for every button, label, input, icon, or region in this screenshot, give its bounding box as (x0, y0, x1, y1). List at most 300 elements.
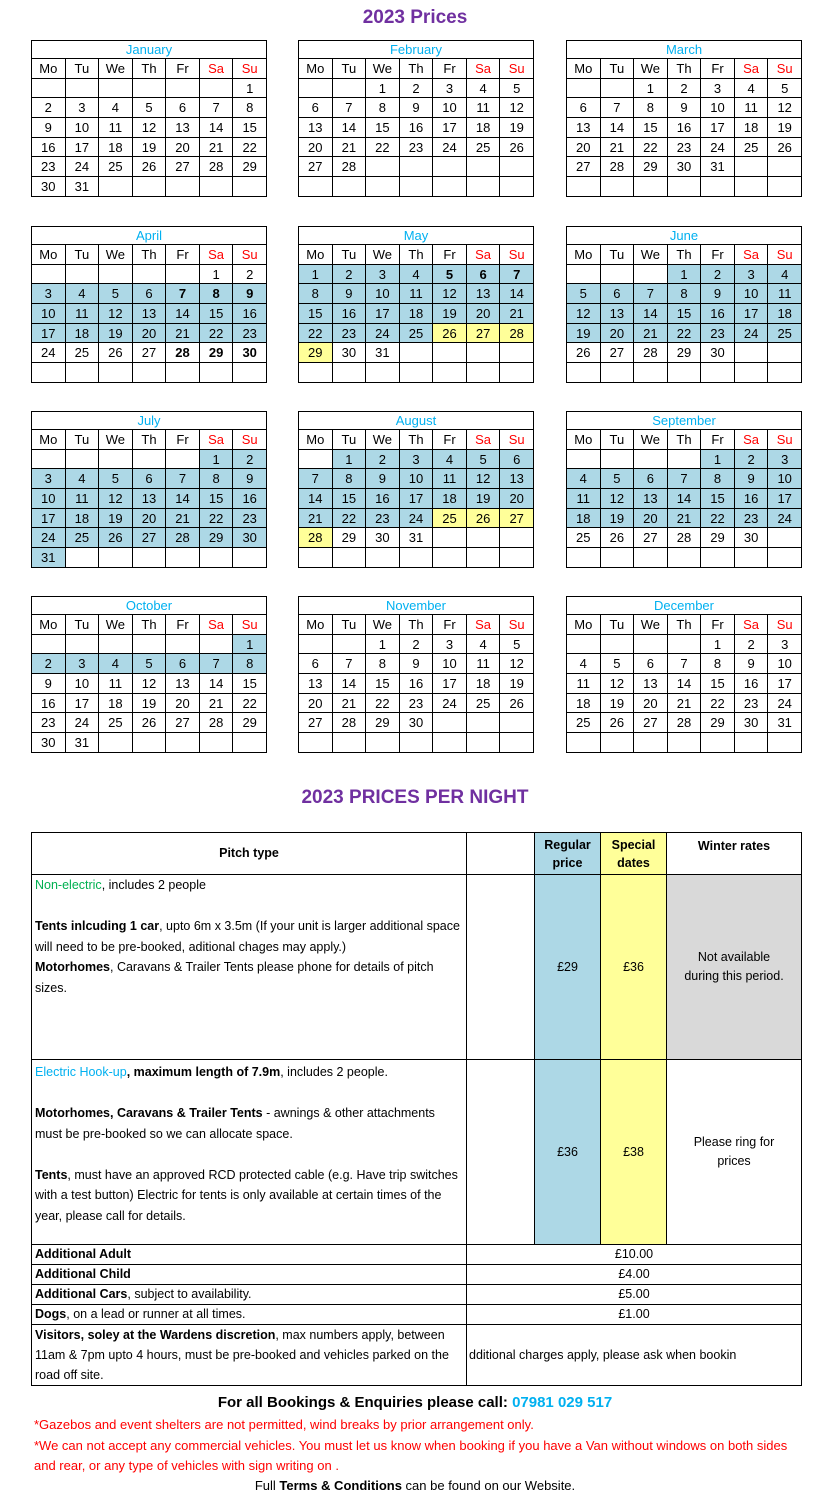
day-cell: 3 (65, 654, 99, 674)
day-cell: 18 (567, 508, 601, 528)
day-cell: 11 (399, 284, 433, 304)
empty-cell (734, 343, 768, 363)
day-cell: 9 (734, 469, 768, 489)
day-cell: 8 (233, 98, 267, 118)
empty-cell (65, 78, 99, 98)
day-cell: 8 (366, 654, 400, 674)
empty-cell (500, 177, 534, 197)
empty-cell (199, 363, 233, 383)
empty-cell (567, 177, 601, 197)
weekday-header: Mo (567, 430, 601, 450)
weekday-header: Mo (567, 615, 601, 635)
weekday-header: Fr (166, 59, 200, 79)
month-name: September (567, 412, 802, 430)
day-cell: 3 (65, 98, 99, 118)
day-cell: 31 (366, 343, 400, 363)
empty-cell (299, 449, 333, 469)
non-electric-people: , includes 2 people (101, 878, 206, 892)
empty-cell (332, 363, 366, 383)
day-cell: 26 (99, 343, 133, 363)
day-cell: 23 (734, 508, 768, 528)
empty-cell (768, 343, 802, 363)
empty-cell (233, 177, 267, 197)
empty-cell (634, 733, 668, 753)
note-gazebos: *Gazebos and event shelters are not permitted, wind breaks by prior arrangement only. (34, 1417, 534, 1432)
empty-cell (500, 363, 534, 383)
empty-cell (132, 634, 166, 654)
day-cell: 18 (99, 137, 133, 157)
empty-cell (768, 548, 802, 568)
weekday-header: Th (132, 615, 166, 635)
day-cell: 20 (567, 137, 601, 157)
day-cell: 10 (366, 284, 400, 304)
day-cell: 1 (299, 264, 333, 284)
day-cell: 29 (701, 713, 735, 733)
day-cell: 13 (299, 118, 333, 138)
empty-cell (199, 634, 233, 654)
day-cell: 25 (99, 157, 133, 177)
day-cell: 21 (500, 304, 534, 324)
month-november (298, 596, 534, 753)
visitors-price: dditional charges apply, please ask when bookin (467, 1325, 802, 1386)
day-cell: 28 (166, 528, 200, 548)
day-cell: 4 (99, 98, 133, 118)
weekday-header: Th (399, 245, 433, 265)
day-cell: 18 (734, 118, 768, 138)
weekday-header: Mo (32, 615, 66, 635)
day-cell: 2 (667, 78, 701, 98)
day-cell: 3 (32, 284, 66, 304)
day-cell: 10 (32, 304, 66, 324)
empty-cell (199, 733, 233, 753)
weekday-header: Th (399, 430, 433, 450)
empty-cell (701, 733, 735, 753)
empty-cell (634, 177, 668, 197)
weekday-header: Mo (299, 430, 333, 450)
empty-cell (99, 449, 133, 469)
month-april (31, 226, 267, 383)
empty-cell (600, 634, 634, 654)
empty-cell (399, 733, 433, 753)
additional-child-label: Additional Child (32, 1265, 467, 1285)
day-cell: 11 (567, 674, 601, 694)
empty-cell (466, 528, 500, 548)
day-cell: 25 (734, 137, 768, 157)
day-cell: 5 (567, 284, 601, 304)
day-cell: 7 (667, 654, 701, 674)
empty-cell (166, 634, 200, 654)
day-cell: 30 (399, 713, 433, 733)
empty-cell (567, 548, 601, 568)
weekday-header: Su (768, 615, 802, 635)
empty-cell (366, 157, 400, 177)
day-cell: 17 (65, 137, 99, 157)
day-cell: 14 (600, 118, 634, 138)
empty-cell (166, 264, 200, 284)
day-cell: 19 (132, 137, 166, 157)
day-cell: 2 (734, 634, 768, 654)
weekday-header: Tu (65, 430, 99, 450)
day-cell: 6 (132, 284, 166, 304)
day-cell: 1 (332, 449, 366, 469)
empty-cell (466, 363, 500, 383)
day-cell: 18 (466, 674, 500, 694)
day-cell: 6 (634, 469, 668, 489)
empty-cell (567, 264, 601, 284)
electric-regular-price: £36 (535, 1060, 601, 1245)
empty-cell (132, 733, 166, 753)
empty-cell (99, 634, 133, 654)
additional-cars-text: , subject to availability. (127, 1287, 252, 1301)
dogs-price: £1.00 (467, 1305, 802, 1325)
empty-cell (701, 548, 735, 568)
day-cell: 7 (500, 264, 534, 284)
day-cell: 7 (332, 98, 366, 118)
terms-line (0, 1478, 830, 1493)
empty-cell (466, 548, 500, 568)
non-electric-blank (467, 875, 535, 1060)
empty-cell (600, 449, 634, 469)
day-cell: 23 (32, 713, 66, 733)
weekday-header: Fr (433, 245, 467, 265)
weekday-header: We (366, 59, 400, 79)
day-cell: 3 (768, 449, 802, 469)
electric-people: , includes 2 people. (280, 1065, 388, 1079)
day-cell: 22 (701, 693, 735, 713)
day-cell: 22 (199, 323, 233, 343)
day-cell: 10 (734, 284, 768, 304)
empty-cell (99, 363, 133, 383)
day-cell: 14 (332, 674, 366, 694)
day-cell: 13 (132, 304, 166, 324)
weekday-header: Sa (734, 615, 768, 635)
weekday-header: Th (399, 59, 433, 79)
weekday-header: We (366, 430, 400, 450)
weekday-header: Fr (166, 615, 200, 635)
day-cell: 2 (233, 449, 267, 469)
day-cell: 6 (299, 98, 333, 118)
day-cell: 25 (399, 323, 433, 343)
empty-cell (466, 713, 500, 733)
weekday-header: Th (667, 430, 701, 450)
weekday-header: Su (233, 615, 267, 635)
day-cell: 10 (433, 98, 467, 118)
day-cell: 25 (65, 528, 99, 548)
day-cell: 19 (500, 118, 534, 138)
day-cell: 20 (132, 508, 166, 528)
day-cell: 26 (768, 137, 802, 157)
weekday-header: Mo (32, 245, 66, 265)
day-cell: 16 (32, 693, 66, 713)
day-cell: 26 (567, 343, 601, 363)
weekday-header: Fr (433, 430, 467, 450)
day-cell: 13 (634, 674, 668, 694)
day-cell: 6 (299, 654, 333, 674)
month-june (566, 226, 802, 383)
day-cell: 1 (634, 78, 668, 98)
row-electric (32, 1060, 802, 1245)
day-cell: 20 (166, 693, 200, 713)
day-cell: 14 (199, 674, 233, 694)
day-cell: 18 (65, 323, 99, 343)
day-cell: 30 (701, 343, 735, 363)
day-cell: 19 (132, 693, 166, 713)
day-cell: 22 (634, 137, 668, 157)
day-cell: 16 (701, 304, 735, 324)
day-cell: 24 (433, 137, 467, 157)
weekday-header: Sa (466, 615, 500, 635)
empty-cell (667, 634, 701, 654)
prices-title: 2023 PRICES PER NIGHT (301, 787, 529, 808)
empty-cell (466, 177, 500, 197)
day-cell: 17 (433, 118, 467, 138)
day-cell: 29 (667, 343, 701, 363)
day-cell: 5 (433, 264, 467, 284)
day-cell: 20 (466, 304, 500, 324)
day-cell: 23 (734, 693, 768, 713)
empty-cell (466, 157, 500, 177)
month-name: July (32, 412, 267, 430)
empty-cell (634, 449, 668, 469)
day-cell: 21 (199, 137, 233, 157)
day-cell: 14 (199, 118, 233, 138)
day-cell: 27 (600, 343, 634, 363)
day-cell: 29 (233, 157, 267, 177)
day-cell: 17 (768, 489, 802, 509)
motorhomes-text: , Caravans & Trailer Tents please phone for details of pitch sizes. (35, 960, 434, 995)
weekday-header: Sa (199, 59, 233, 79)
day-cell: 8 (299, 284, 333, 304)
weekday-header: Mo (299, 59, 333, 79)
weekday-header: Su (233, 59, 267, 79)
day-cell: 8 (634, 98, 668, 118)
day-cell: 4 (734, 78, 768, 98)
non-electric-regular-price: £29 (535, 875, 601, 1060)
day-cell: 22 (299, 323, 333, 343)
day-cell: 21 (299, 508, 333, 528)
weekday-header: Su (500, 615, 534, 635)
day-cell: 30 (233, 343, 267, 363)
empty-cell (600, 548, 634, 568)
day-cell: 4 (567, 654, 601, 674)
electric-blank (467, 1060, 535, 1245)
day-cell: 17 (399, 489, 433, 509)
empty-cell (299, 363, 333, 383)
empty-cell (567, 363, 601, 383)
phone-number[interactable]: 07981 029 517 (512, 1394, 613, 1411)
empty-cell (734, 177, 768, 197)
empty-cell (433, 343, 467, 363)
empty-cell (166, 548, 200, 568)
empty-cell (768, 363, 802, 383)
day-cell: 26 (132, 713, 166, 733)
weekday-header: Tu (600, 245, 634, 265)
day-cell: 23 (366, 508, 400, 528)
day-cell: 31 (399, 528, 433, 548)
booking-line (0, 1394, 830, 1411)
day-cell: 3 (433, 634, 467, 654)
day-cell: 15 (701, 674, 735, 694)
day-cell: 10 (65, 118, 99, 138)
month-january (31, 40, 267, 197)
tents-label: Tents inlcuding 1 car (35, 919, 160, 933)
day-cell: 11 (99, 674, 133, 694)
day-cell: 13 (132, 489, 166, 509)
empty-cell (734, 157, 768, 177)
day-cell: 27 (299, 713, 333, 733)
weekday-header: Th (399, 615, 433, 635)
day-cell: 25 (99, 713, 133, 733)
day-cell: 26 (600, 713, 634, 733)
empty-cell (701, 363, 735, 383)
day-cell: 23 (399, 693, 433, 713)
empty-cell (132, 264, 166, 284)
electric-tents-text: , must have an approved RCD protected cable (e.g. Have trip switches with a test button) Electric for tents is only available at certain times of the year, please call for details. (35, 1167, 458, 1223)
empty-cell (132, 449, 166, 469)
day-cell: 14 (166, 489, 200, 509)
day-cell: 17 (32, 323, 66, 343)
day-cell: 17 (433, 674, 467, 694)
weekday-header: We (99, 245, 133, 265)
day-cell: 6 (600, 284, 634, 304)
empty-cell (132, 363, 166, 383)
day-cell: 24 (734, 323, 768, 343)
day-cell: 24 (366, 323, 400, 343)
day-cell: 22 (233, 693, 267, 713)
day-cell: 22 (667, 323, 701, 343)
note-commercial-vehicles: *We can not accept any commercial vehicles. You must let us know when booking if you have a Van without windows on both sides and rear, or any type of vehicles with sign writing on . (34, 1438, 788, 1473)
day-cell: 20 (166, 137, 200, 157)
day-cell: 12 (132, 118, 166, 138)
visitors-description (32, 1325, 467, 1386)
weekday-header: Th (667, 245, 701, 265)
day-cell: 17 (734, 304, 768, 324)
day-cell: 29 (233, 713, 267, 733)
terms-prefix: Full (254, 1478, 280, 1493)
day-cell: 30 (366, 528, 400, 548)
weekday-header: Tu (65, 615, 99, 635)
empty-cell (734, 548, 768, 568)
weekday-header: Su (233, 245, 267, 265)
weekday-header: We (99, 615, 133, 635)
empty-cell (166, 78, 200, 98)
weekday-header: Fr (701, 615, 735, 635)
day-cell: 14 (500, 284, 534, 304)
day-cell: 19 (500, 674, 534, 694)
day-cell: 5 (99, 284, 133, 304)
day-cell: 12 (600, 489, 634, 509)
weekday-header: Tu (332, 430, 366, 450)
day-cell: 10 (768, 654, 802, 674)
empty-cell (500, 548, 534, 568)
day-cell: 16 (32, 137, 66, 157)
day-cell: 9 (32, 674, 66, 694)
weekday-header: Mo (299, 615, 333, 635)
day-cell: 26 (433, 323, 467, 343)
day-cell: 29 (701, 528, 735, 548)
non-electric-label: Non-electric (35, 878, 102, 892)
weekday-header: Fr (166, 245, 200, 265)
empty-cell (734, 733, 768, 753)
empty-cell (433, 713, 467, 733)
weekday-header: Fr (433, 615, 467, 635)
weekday-header: Th (132, 245, 166, 265)
empty-cell (65, 264, 99, 284)
day-cell: 27 (299, 157, 333, 177)
day-cell: 7 (600, 98, 634, 118)
day-cell: 11 (466, 654, 500, 674)
weekday-header: Sa (199, 430, 233, 450)
day-cell: 4 (466, 634, 500, 654)
empty-cell (399, 548, 433, 568)
empty-cell (332, 78, 366, 98)
header-blank (467, 833, 535, 875)
empty-cell (667, 548, 701, 568)
day-cell: 13 (567, 118, 601, 138)
day-cell: 2 (332, 264, 366, 284)
day-cell: 16 (734, 489, 768, 509)
day-cell: 7 (166, 469, 200, 489)
empty-cell (567, 78, 601, 98)
terms-link[interactable]: Terms & Conditions (279, 1478, 402, 1493)
day-cell: 8 (233, 654, 267, 674)
month-name: December (567, 597, 802, 615)
day-cell: 15 (667, 304, 701, 324)
day-cell: 20 (132, 323, 166, 343)
day-cell: 15 (233, 118, 267, 138)
day-cell: 24 (768, 508, 802, 528)
day-cell: 20 (299, 137, 333, 157)
day-cell: 8 (199, 284, 233, 304)
day-cell: 20 (634, 508, 668, 528)
empty-cell (233, 733, 267, 753)
day-cell: 17 (65, 693, 99, 713)
weekday-header: Tu (600, 615, 634, 635)
day-cell: 8 (667, 284, 701, 304)
additional-cars-description (32, 1285, 467, 1305)
empty-cell (199, 548, 233, 568)
day-cell: 14 (166, 304, 200, 324)
empty-cell (466, 733, 500, 753)
day-cell: 23 (32, 157, 66, 177)
empty-cell (65, 548, 99, 568)
weekday-header: We (366, 615, 400, 635)
day-cell: 24 (433, 693, 467, 713)
day-cell: 20 (299, 693, 333, 713)
empty-cell (99, 733, 133, 753)
day-cell: 24 (701, 137, 735, 157)
month-august (298, 411, 534, 568)
electric-winter: Please ring for prices (667, 1060, 802, 1245)
day-cell: 30 (32, 177, 66, 197)
day-cell: 5 (132, 654, 166, 674)
row-additional-cars (32, 1285, 802, 1305)
day-cell: 1 (199, 449, 233, 469)
day-cell: 27 (567, 157, 601, 177)
weekday-header: Su (768, 430, 802, 450)
day-cell: 29 (366, 713, 400, 733)
empty-cell (233, 548, 267, 568)
day-cell: 27 (634, 713, 668, 733)
empty-cell (768, 177, 802, 197)
day-cell: 1 (199, 264, 233, 284)
day-cell: 15 (366, 674, 400, 694)
empty-cell (567, 634, 601, 654)
weekday-header: We (99, 430, 133, 450)
day-cell: 29 (332, 528, 366, 548)
weekday-header: Mo (299, 245, 333, 265)
dogs-text: , on a lead or runner at all times. (66, 1307, 246, 1321)
